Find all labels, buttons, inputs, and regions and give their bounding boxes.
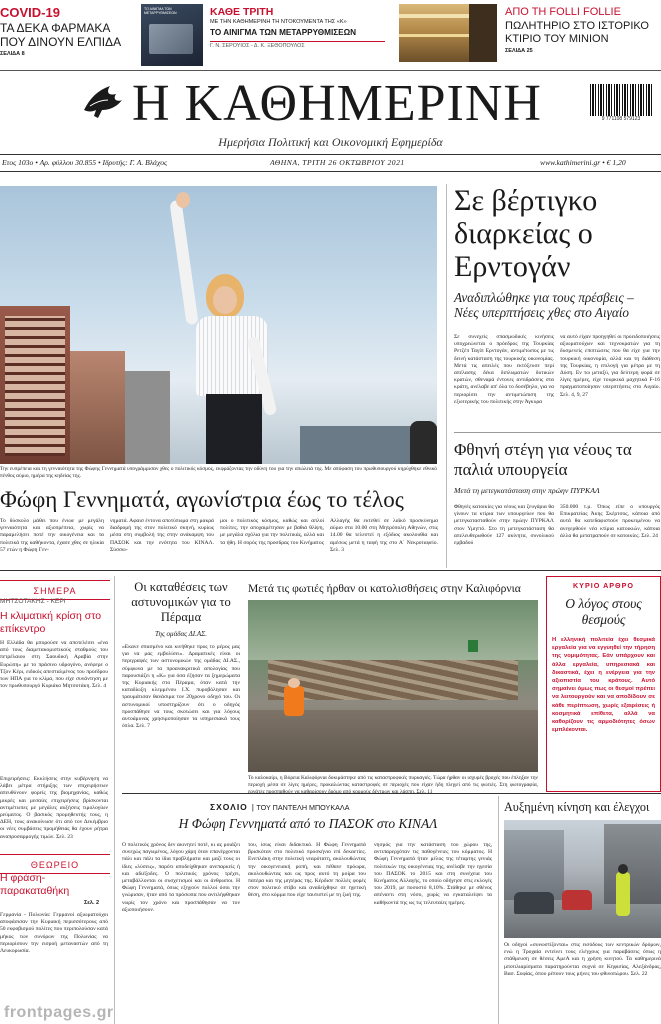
masthead-subtitle: Ημερήσια Πολιτική και Οικονομική Εφημερίδα [218, 135, 443, 149]
police-body: «Εκανε σπασμένο και κινήθηκε προς το μέρος μας για να μας εμβολίσει». Δραματικές είναι οι περιγραφές των αστυνομικών της ομάδας ΔΙ.ΑΣ., σύμφωνα με τα προανακριτικά απολογίας που παρουσιάζει η «Κ» για όσα έζησαν τα ξημερώματα της Κυριακής στο Πέραμα, όταν κατά την καταδίωξη κλεμμένου Ι.Χ. πυροβόλησαν και τραυμάτισαν θανάσιμα τον 20χρονο οδηγό του. Οι αστυνομικοί υποστηρίζουν ότι ο οδηγός προσπάθησε να τους σκοτώσει και για λόγους αυτοάμυνας χρησιμοποίησαν τα υπηρεσιακά τους όπλα. Σελ. 7 [122, 644, 240, 730]
left-body3: Γερμανία - Πολωνία: Γερμανοί αξιωματούχοι αποφάσισαν την Κυριακή περισσότερους από 50 εκφοβισμού πολίτες που περιπολούσαν κατά μήκος των συνόρων της Πολωνίας να περιορίσουν την εισροή μεταναστών από τη Λευκορωσία. [0, 912, 108, 955]
left-page2: Σελ. 2 [84, 900, 100, 906]
commentary-body-col3: νησμός για την κατάσταση του χώρου της, αντιπαρερχόταν τις παθογένειες του κόμματος. Η Φώφη Γεννηματά ήταν μέλος της τέταρτης γενιάς πολιτικών της οικογένειας της, ανέλαβε την ηγεσία του ΠΑΣΟΚ το 2015 και στη συνέχεια του Κινήματος Αλλαγής, το οποίο οδήγησε στις εκλογές του 2019, με ποσοστό 8,10%. Στάθηκε με σθένος απέναντι στη νόσο, χωρίς να εγκαταλείψει τα καθήκοντά της ως τις τελευταίες ημέρες. [374, 842, 492, 906]
barcode [590, 84, 652, 126]
teaser-kicker: COVID-19 [0, 5, 60, 20]
section-theoreio [0, 854, 110, 874]
teaser-page: ΣΕΛΙΔΑ 8 [0, 51, 25, 57]
barcode-number: 9 771108 579123 [601, 116, 641, 122]
traffic-photo [504, 820, 661, 938]
kalyfornia-headline: Μετά τις φωτιές ήρθαν οι κατολισθήσεις στην Καλιφόρνια [248, 582, 521, 595]
left-author: ΜΗΤΣΟΤΑΚΗΣ - ΚΕΡΙ [0, 598, 66, 605]
erdogan-deck: Αναδιπλώθηκε για τους πρέσβεις – Νέες υπερπτήσεις χθες στο Αιγαίο [454, 290, 634, 320]
ministries-body-col1: Φθηνές κατοικίες για νέους και ζευγάρια θα γίνουν τα κτίρια των υπουργείων που θα μετεγκατασταθούν στην πρώην ΠΥΡΚΑΛ στον Υμηττό. Στο τη μετεγκατάσταση θα απελευθερωθούν 127 ακίνητα, συνολικού εμβαδού [454, 504, 554, 547]
traffic-body: Οι οδηγοί «συνωστίζονται» στις εισόδους των κεντρικών δρόμων, ενώ η Τροχαία εντείνει τους ελέγχους για παραβάσεις όπως η στάθμευση σε θέσεις ΑμεΑ και η χρήση κινητού. Τα καθημερινά μποτιλιαρίσματα παρατηρούνται συχνά σε Κηφισίας, Αλεξάνδρας, Βασ. Σοφίας, όπου ρέπουν τους μήνες του φθινοπώρου. Σελ. 22 [504, 942, 661, 977]
teaser-title: ΠΩΛΗΤΗΡΙΟ ΣΤΟ ΙΣΤΟΡΙΚΟ ΚΤΙΡΙΟ ΤΟΥ ΜΙΝΙΟΝ [505, 20, 649, 45]
commentary-section: ΣΧΟΛΙΟ [210, 802, 248, 812]
lead-body-col2: νηματά. Αφαισ έντονα αποτύπωμα στη μακρά διαδρομή της στον πολιτικό σκηνή, κυρίως μέσα στη συμβολή της στην ανάκαμψη του ΠΑΣΟΚ και την ενότητα του ΚΙΝΑΛ. Σύσσω- [110, 518, 214, 553]
teaser-docu[interactable] [210, 6, 385, 64]
teaser-folli[interactable] [505, 6, 661, 64]
watermark: frontpages.gr [4, 1004, 114, 1021]
erdogan-body-col1: Σε συνεχείς σπασμωδικές κινήσεις υποχρεώνεται ο πρόεδρος της Τουρκίας Ρετζέπ Ταγίπ Ερντογάν, αντιμέτωπος με τις δεινή κατάσταση της τουρκικής οικονομίας. Μετά τις απειλές που εκτόξευσε περί απέλασης δέκα διπλωματών δυτικών κρατών, σθεναρά έντονες αντιδράσεις στα κράτη, ανέλαβε απ' όλα το δοσέβηλο, για να περιορίσει την αντιμετώπιση της εξωτερικής του πολιτικής στην Άγκυρα [454, 334, 554, 405]
erdogan-body-col2: να αυτό είχαν προηγηθεί οι προειδοποιήσεις αξιωματούχων και τεχνοκρατών για τη δυσμενείς επιπτώσεις που θα είχε για την τουρκική οικονομία, αλλά και τη διάθεση της Τουρκίας, η επιλογή για μέτρα με τη Δύση. Εν τω μεταξύ, για δεύτερη φορά σε λίγες ημέρες, είχε τουρκικά μαχητικά F-16 πραγματοποίησαν υπερπτήσεις στο Αιγαίο. Σελ. 4, 9, 27 [560, 334, 660, 398]
dateline-left: Ετος 103ο • Αρ. φύλλου 30.855 • Ιδρυτής: Γ. Α. Βλάχος [2, 158, 168, 167]
ministries-body-col2: 350.000 τ.μ. Όπως είπε ο υπουργός Επικρατείας Άκης Σκέρτσος, κάποια από αυτά θα κατεδαφιστούν προκειμένου να ανεγερθούν νέα κτίρια κατοικιών, κάποια άλλα θα μετατραπούν σε κατοικίες. Σελ. 24 [560, 504, 660, 539]
police-byline: Της ομάδας ΔΙ.ΑΣ. [154, 630, 208, 638]
lead-body-col3: μοι ο πολιτικός κόσμος, καθώς και απλοί πολίτες, την αποχαιρέτησαν με βαθιά θλίψη, με μεγάλα σχόλια για την πολιτικάς, αλλά και τα ήθη. Η σορός της προσδρας του Κινήματος [220, 518, 324, 546]
lead-photo-caption: Την ευπρέπεια και τη γενναιότητα της Φώφης Γεννηματά υπογράμμισαν χθες ο πολιτικός κόσμος, εκφράζοντας την οδύνη του για την απώλειά της. Με απόφαση του πρωθυπουργού κηρύχθηκε εθνικό πένθος αύριο, ημέρα της κηδείας της. [0, 466, 437, 480]
editorial-headline: Ο λόγος στους θεσμούς [565, 596, 642, 627]
ministries-deck: Μετά τη μετεγκατάσταση στην πρώην ΠΥΡΚΑΛ [454, 486, 600, 495]
kalyfornia-caption: Το καλοκαίρι, η Βόρεια Καλιφόρνια δοκιμάστηκε από τις καταστροφικές πυρκαγιές. Τώρα ήρθαν οι ισχυρές βροχές που έπληξαν την περιοχή μέσα σε λίγες ημέρες, προκαλώντας καταστροφές σε περιοχές που είχαν ήδη πληγεί από τις φωτιές. Στη φωτογραφία, [248, 775, 538, 789]
docu-cover-image: ΤΟ ΑΙΝΙΓΜΑ ΤΩΝ ΜΕΤΑΡΡΥΘΜΙΣΕΩΝ [141, 4, 203, 66]
commentary-body-col2: του, ίσως είναι διδακτικό. Η Φώφη Γεννηματά βρισκόταν στο πολιτικό προσκήνιο επί δεκαετίες. Ενεπλάκη στην πολιτική νεαρότατη, ακολουθώντας την οικογενειακή ροπή, και πέθανε πρόωρα, ακολουθώντας και ως προς αυτό τη μοίρα του πατέρα και της μητέρας της. Κέρδισε πολλές φορές στον πολιτικό στίβο και αναδείχθηκε σε ηγετική θέση, στο κόμμα που είχε ταυτιστεί με τη ζωή της. [248, 842, 366, 899]
section-today [0, 580, 110, 600]
police-headline: Οι καταθέσεις των αστυνομικών για το Πέραμα [131, 580, 231, 624]
section-theoreio-label: ΘΕΩΡΕΙΟ [30, 860, 80, 870]
teaser-authors: Γ. Ν. ΣΕΡΟΥΙΟΣ - Δ. Κ. ΞΕΘΟΠΟΥΛΟΣ [210, 43, 305, 49]
teaser-title: ΤΟ ΑΙΝΙΓΜΑ ΤΩΝ ΜΕΤΑΡΡΥΘΜΙΣΕΩΝ [210, 26, 385, 42]
dateline-right: www.kathimerini.gr • € 1,20 [540, 158, 626, 167]
lead-photo [0, 186, 437, 464]
commentary-author: ΤΟΥ ΠΑΝΤΕΛΗ ΜΠΟΥΚΑΛΑ [256, 803, 350, 812]
teaser-covid[interactable] [0, 6, 128, 64]
teaser-page: ΣΕΛΙΔΑ 25 [505, 48, 533, 54]
section-today-label: ΣΗΜΕΡΑ [33, 586, 77, 596]
logo-bird-icon [80, 80, 126, 126]
erdogan-headline: Σε βέρτιγκο διαρκείας ο Ερντογάν [454, 184, 598, 283]
left-body: Η Ελλάδα θα μπορούσε να αποτελέσει «ένα από τους διαμετακομιστικούς σταθμούς του πετρέλαιου στη Σαουδική Αραβία στην Ευρώπη» με το πράσινο υδρογόνο, ανέφερε ο Τζον Κέρι, ειδικός απεσταλμένος του προέδρου των ΗΠΑ για το κλίμα, που είχε συνάντηση με τον πρωθυπουργό Κυριάκο Μητσοτάκη. Σελ. 4 [0, 640, 108, 690]
minion-building-image [399, 4, 497, 62]
teaser-sub: ΜΕ ΤΗΝ ΚΑΘΗΜΕΡΙΝΗ ΤΗ ΝΤΟΚΟΥΜΕΝΤΑ ΤΗΣ «Κ» [210, 19, 347, 25]
commentary-kicker: ΣΧΟΛΙΟ | ΤΟΥ ΠΑΝΤΕΛΗ ΜΠΟΥΚΑΛΑ [210, 802, 350, 812]
lead-body-col1: Το δύσκολο μάθει που ένιωε με μεγάλη γενναιότητα και αξιοπρέπεια, χωρίς να παραμελήσει ποτέ την οικογένεια και τα πολιτικά της καθήκοντα, έχασε χθες σε ηλικία 57 ετών η Φώφη Γεν- [0, 518, 104, 553]
commentary-headline: Η Φώφη Γεννηματά από το ΠΑΣΟΚ στο ΚΙΝΑΛ [178, 816, 438, 831]
teaser-kicker: ΑΠΟ ΤΗ FOLLI FOLLIE [505, 6, 621, 18]
traffic-headline: Αυξημένη κίνηση και έλεγχοι [504, 800, 650, 814]
left-headline2: Η φράση-παρακαταθήκη [0, 872, 70, 897]
editorial-box [546, 576, 661, 792]
lead-headline: Φώφη Γεννηματά, αγωνίστρια έως το τέλος [0, 487, 404, 512]
teaser-title: ΤΑ ΔΕΚΑ ΦΑΡΜΑΚΑ ΠΟΥ ΔΙΝΟΥΝ ΕΛΠΙΔΑ [0, 21, 122, 49]
lead-body-col4: Αλλαγής θα εκτεθεί σε λαϊκό προσκύνημα αύριο στα 10.00 στη Μητρόπολη Αθηνών, στις 14.00 θα τελεστεί η εξόδιος ακολουθία και αμέσως μετά η ταφή της στο Α΄ Νεκροταφείο. Σελ. 3 [330, 518, 438, 553]
commentary-body-col1: Ο πολιτικός χρόνος δεν ακινητεί ποτέ, κι ας μοιάζει συνεχώς παγωμένος, λόγου χάρη όταν επανέρχονται πάλι και πάλι τα ίδια προβλήματα και μαζί τους οι ίδιες «λύσεις», παρότι αποδείχθηκαν ανεπαρκείς ή και αδιέξοδες. Ο πολιτικός χρόνος τρέχει, μεταβάλλονται οι συσχετισμοί και οι άνθρωποι. Η Φώφη Γεννηματά, όπως εξηγούν πολλοί όσοι την γνώρισαν, ήταν από τα πρόσωπα που αντιλήφθηκαν νωρίς τον χρόνο και προσπάθησαν να τον αξιοποιήσουν. [122, 842, 240, 913]
editorial-body: Η ελληνική πολιτεία έχει θεσμικά εργαλεία για να εγγυηθεί την τήρηση της νομιμότητας. Εάν υπάρχουν και άλλα εργαλεία, υπηρεσιακά και δικαστικά, έχει η ενέργεια για την αξιοπιστία του κράτους. Αυτό σημαίνει όμως πως οι θεσμοί πρέπει να λειτουργούν και να αποδίδουν σε κάθε περίπτωση, χωρίς εξαιρέσεις ή κοσμητικά επίθετα, αλλά να καθορίζουν τις αρμοδιότητες όσων εμπλέκονται. [552, 637, 655, 734]
editorial-label: ΚΥΡΙΟ ΑΡΘΡΟ [572, 581, 635, 590]
teaser-kicker: ΚΑΘΕ ΤΡΙΤΗ [210, 6, 274, 18]
left-headline: Η κλιματική κρίση στο επίκεντρο [0, 610, 102, 635]
california-photo [248, 600, 538, 772]
masthead-title: Η ΚΑΘΗΜΕΡΙΝΗ [132, 75, 542, 132]
ministries-headline: Φθηνή στέγη για νέους τα παλιά υπουργεία [454, 440, 632, 479]
left-body2: Επιχειρήσεις: Εκκλήσεις στην κυβέρνηση να λάβει μέτρα στήριξης των επιχειρήσεων απευθύνουν φορείς της βιομηχανίας, καθώς μικρές και μεσαίες επιχειρήσεις βρίσκονται αντιμέτωπες με μεγάλες αυξήσεις τιμολογίων ρεύματος. Ο βασικός προμηθευτής τους, η ΔΕΗ, τους ανακοίνωσε ότι από τον Δεκέμβριο οι νέες συμβάσεις προμήθειας θα έχουν ρήτρα αναπροσαρμογής τιμών. Σελ. 23 [0, 776, 108, 840]
dateline-center: ΑΘΗΝΑ, ΤΡΙΤΗ 26 ΟΚΤΩΒΡΙΟΥ 2021 [270, 158, 405, 167]
